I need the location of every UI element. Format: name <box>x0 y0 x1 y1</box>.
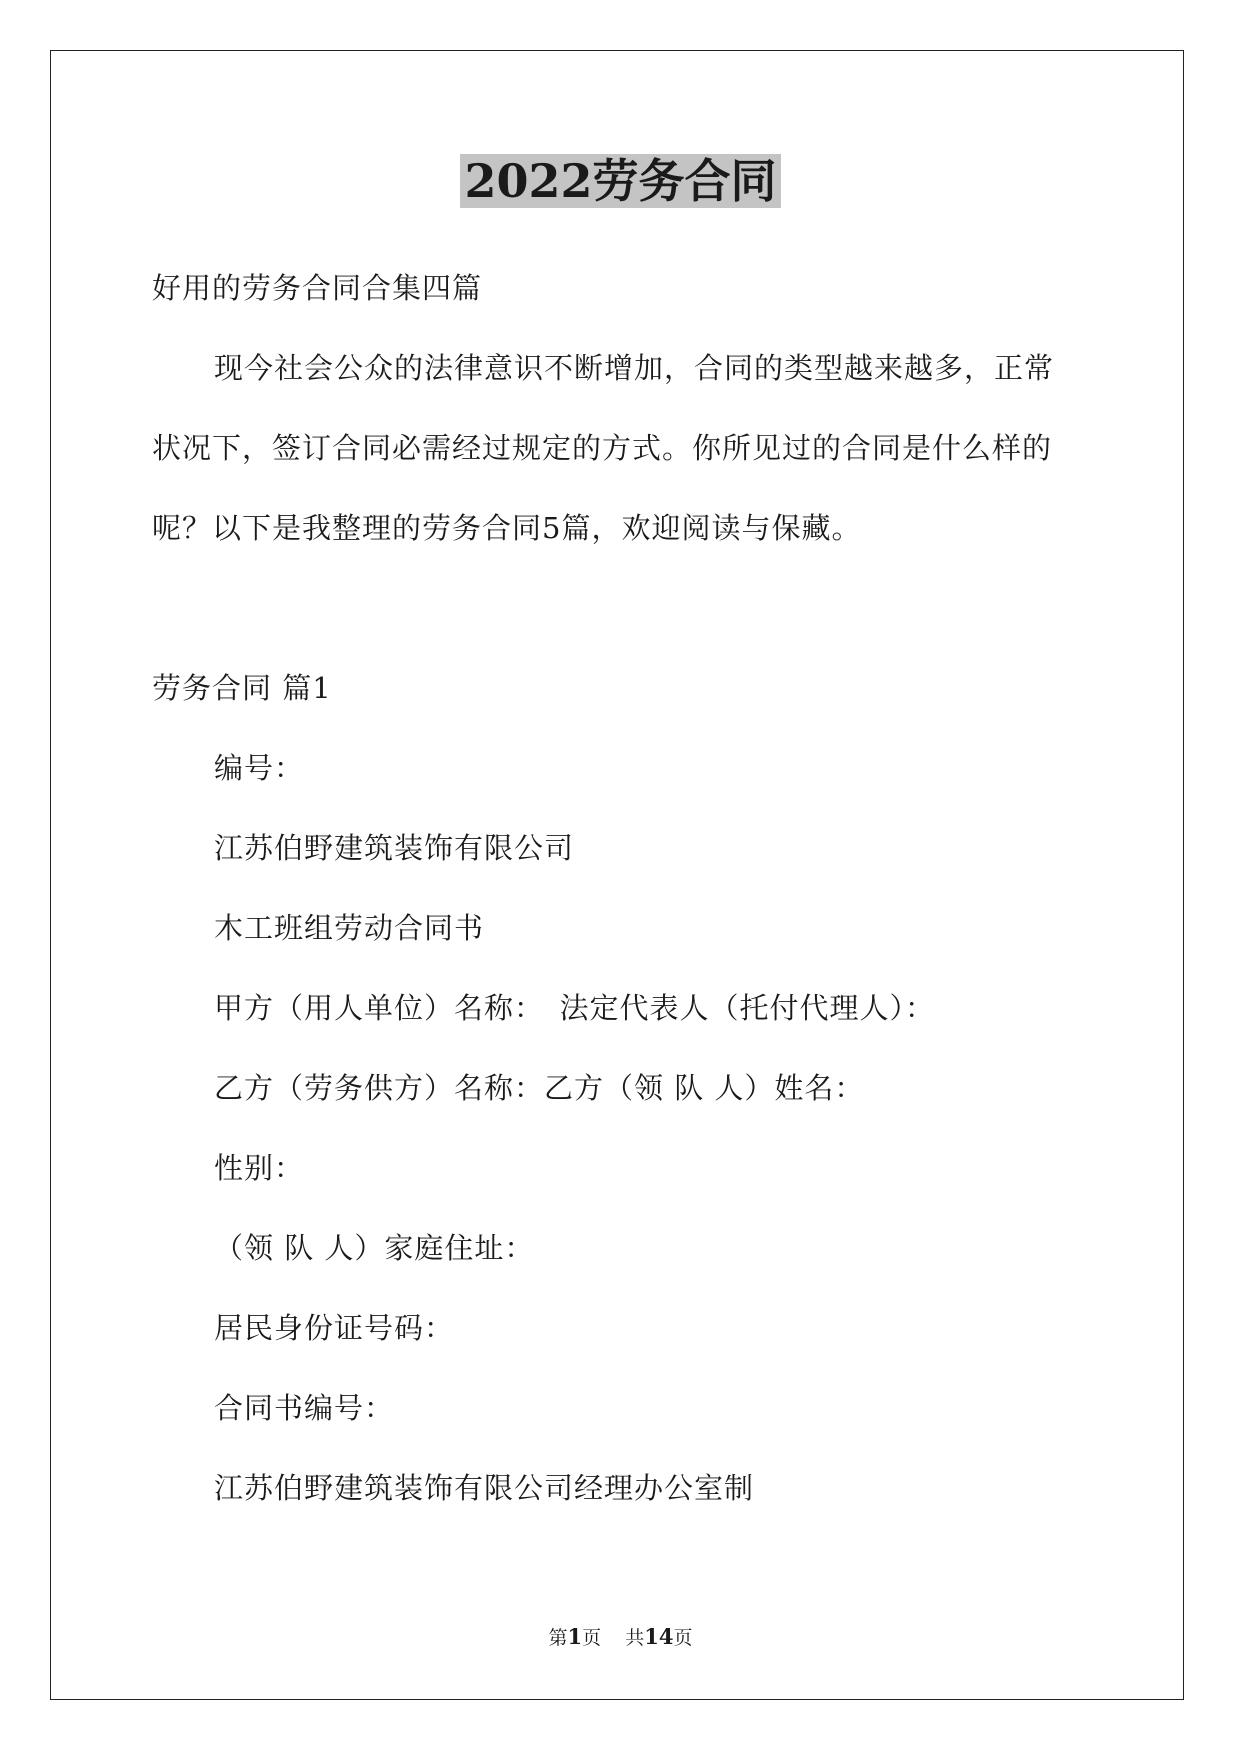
home-address-line: （领 队 人）家庭住址： <box>214 1231 535 1265</box>
contract-book-number-line: 合同书编号： <box>214 1391 395 1425</box>
footer-page-suffix: 页 <box>582 1627 602 1649</box>
footer-total-prefix: 共 <box>625 1627 645 1649</box>
gender-line: 性别： <box>214 1151 305 1185</box>
intro-line-3: 呢？以下是我整理的劳务合同5篇，欢迎阅读与保藏。 <box>152 511 862 545</box>
footer-total-pages: 14 <box>644 1624 674 1649</box>
contract-number-label: 编号： <box>214 751 305 785</box>
document-title: 2022劳务合同 <box>0 152 1241 210</box>
prepared-by-line: 江苏伯野建筑装饰有限公司经理办公室制 <box>214 1471 755 1505</box>
party-a-line: 甲方（用人单位）名称： 法定代表人（托付代理人）： <box>214 991 936 1025</box>
document-subtitle: 好用的劳务合同合集四篇 <box>152 271 483 305</box>
section-heading: 劳务合同 篇1 <box>152 671 332 705</box>
intro-line-1: 现今社会公众的法律意识不断增加，合同的类型越来越多，正常 <box>214 351 1055 385</box>
party-b-line: 乙方（劳务供方）名称：乙方（领 队 人）姓名： <box>214 1071 865 1105</box>
page-footer <box>0 1625 1241 1650</box>
intro-line-2: 状况下，签订合同必需经过规定的方式。你所见过的合同是什么样的 <box>152 431 1053 465</box>
company-name: 江苏伯野建筑装饰有限公司 <box>214 831 575 865</box>
footer-total-suffix: 页 <box>673 1627 693 1649</box>
contract-book-title: 木工班组劳动合同书 <box>214 911 485 945</box>
id-number-line: 居民身份证号码： <box>214 1311 455 1345</box>
footer-prefix: 第 <box>548 1627 568 1649</box>
footer-page-number: 1 <box>567 1624 583 1649</box>
